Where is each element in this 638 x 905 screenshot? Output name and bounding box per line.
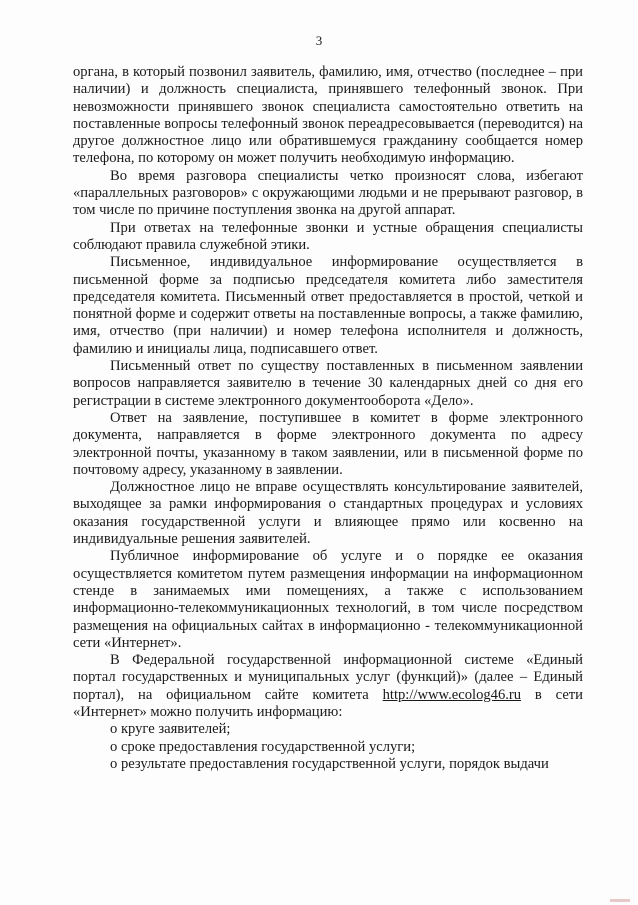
portal-text-after-link: в сети «Интернет» можно получить информацию: [73,686,583,720]
paragraph-consulting-limits: Должностное лицо не вправе осуществлять консультирование заявителей, выходящее за рамки информирования о стандартных процедурах и условиях оказания государственной услуги и влияющее прямо или косвенно на индивидуальные решения заявителей. [73,479,583,548]
paragraph-ethics: При ответах на телефонные звонки и устные обращения специалисты соблюдают правила служебной этики. [73,219,583,253]
paragraph-federal-portal [73,652,583,721]
page-number: 3 [315,33,323,48]
paragraph-continuation: органа, в который позвонил заявитель, фамилию, имя, отчество (последнее – при наличии) и должность специалиста, принявшего телефонный звонок. При невозможности принявшего звонок специалиста самостоятельно ответить на поставленные вопросы телефонный звонок переадресовывается (переводится) на другое должностное лицо или обратившемуся гражданину сообщается номер телефона, по которому он может получить необходимую информацию. [73,64,583,167]
list-item: о круге заявителей; [110,721,231,738]
paragraph-written-informing: Письменное, индивидуальное информирование осуществляется в письменной форме за подписью председателя комитета либо заместителя председателя комитета. Письменный ответ предоставляется в простой, четкой и понятной форме и содержит ответы на поставленные вопросы, а также фамилию, имя, отчество (при наличии) и номер телефона исполнителя и должность, фамилию и инициалы лица, подписавшего ответ. [73,254,583,357]
paragraph-public-informing: Публичное информирование об услуге и о порядке ее оказания осуществляется комитетом путем размещения информации на информационном стенде в занимаемых ими помещениях, а также с использованием информационно-телекоммуникационных технологий, в том числе посредством размещения на официальных сайтах в информационно - телекоммуникационной сети «Интернет». [73,548,583,651]
portal-text-before-link: В Федеральной государственной информационной системе «Единый портал государственных и муниципальных услуг (функций)» (далее – Единый портал), на официальном сайте комитета [73,652,583,703]
document-body [73,64,583,773]
list-item: о сроке предоставления государственной услуги; [110,738,416,755]
list-item: о результате предоставления государственной услуги, порядок выдачи [110,755,549,772]
ecolog46-website-link[interactable]: http://www.ecolog46.ru [382,686,522,703]
paragraph-electronic-answer: Ответ на заявление, поступившее в комитет в форме электронного документа, направляется в форме электронного документа по адресу электронной почты, указанному в таком заявлении, или в письменной форме по почтовому адресу, указанному в заявлении. [73,409,583,478]
scan-edge-mark [610,899,630,902]
paragraph-conversation-rules: Во время разговора специалисты четко произносят слова, избегают «параллельных разговоров» с окружающими людьми и не прерывают разговор, в том числе по причине поступления звонка на другой аппарат. [73,167,583,219]
paragraph-written-answer-term: Письменный ответ по существу поставленных в письменном заявлении вопросов направляется заявителю в течение 30 календарных дней со дня его регистрации в системе электронного документооборота «Дело». [73,358,583,409]
